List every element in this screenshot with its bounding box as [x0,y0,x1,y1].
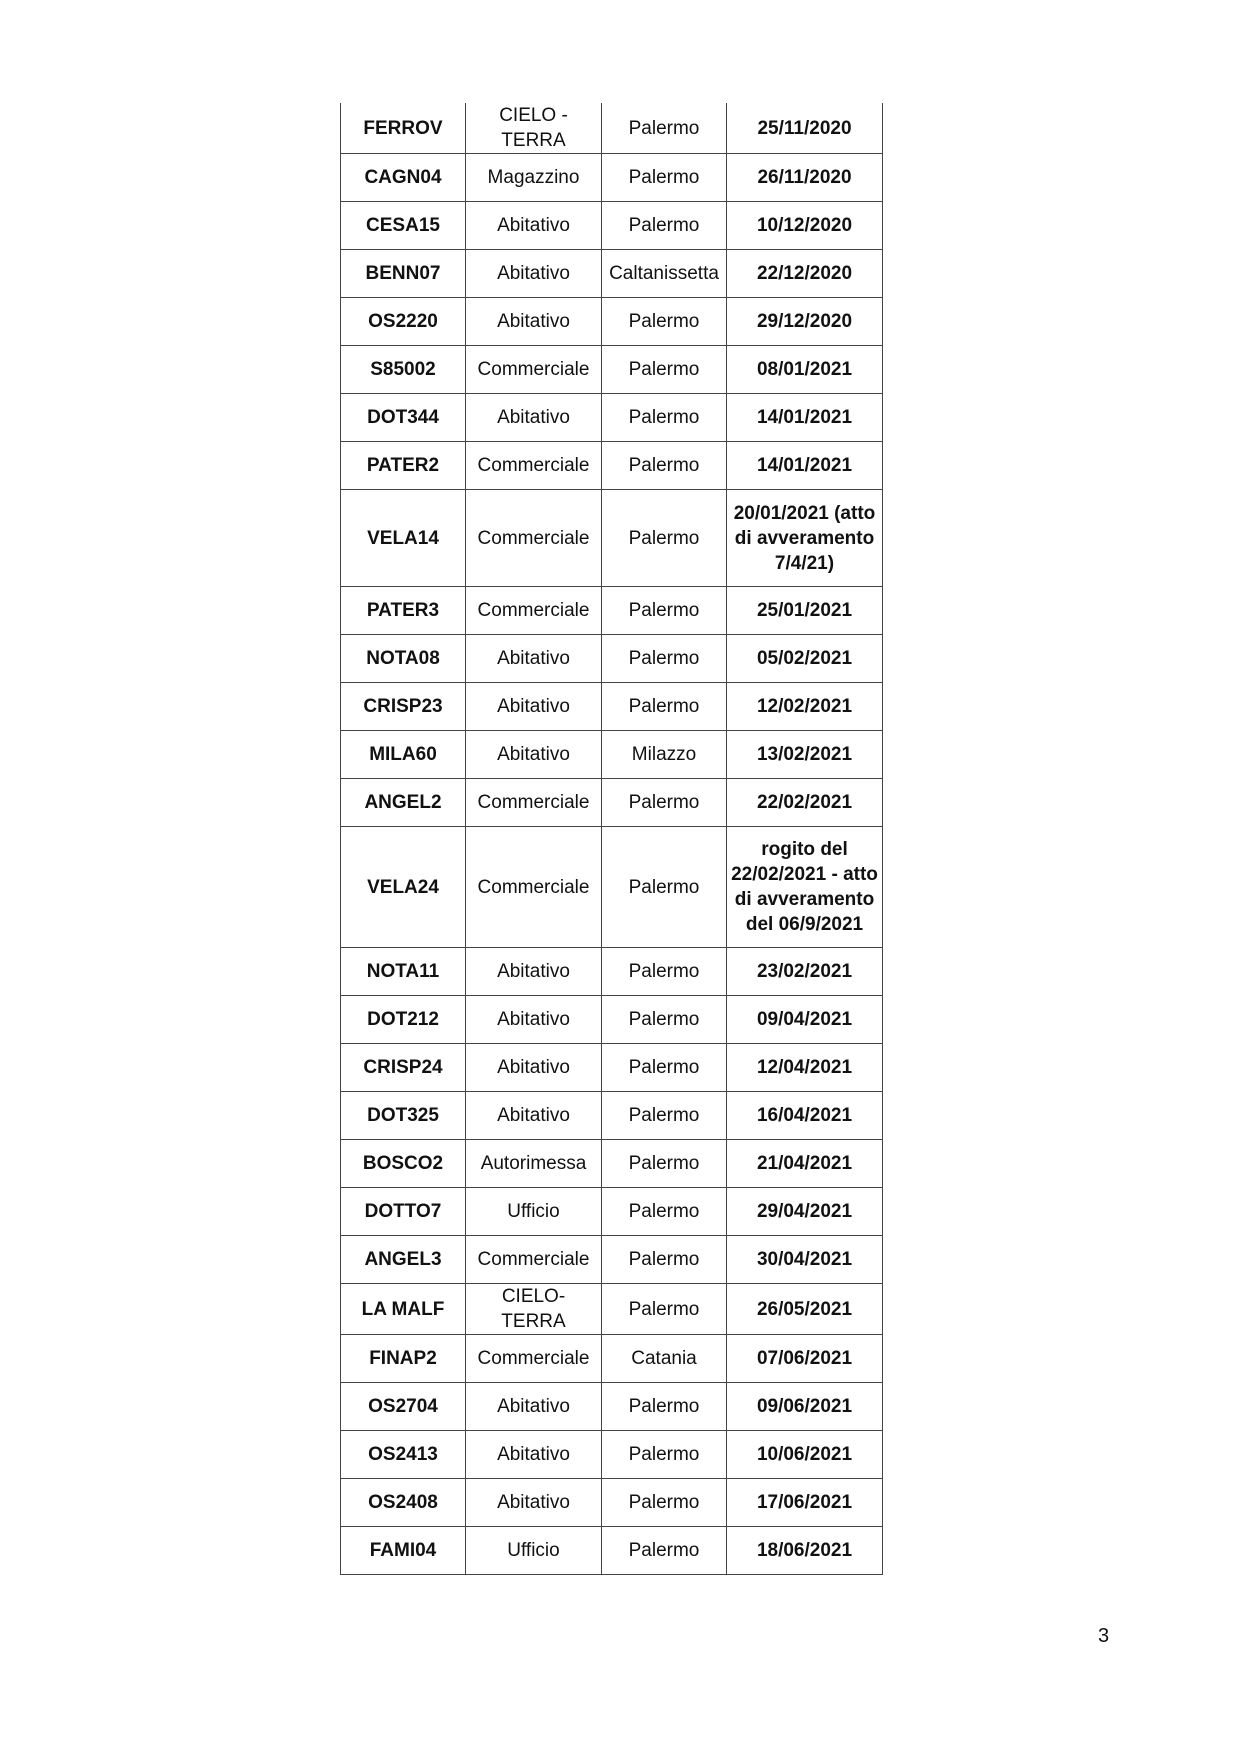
type-cell: Abitativo [466,948,602,996]
date-cell: 17/06/2021 [727,1479,883,1527]
type-cell: Abitativo [466,394,602,442]
city-cell: Palermo [602,103,727,154]
table-row [341,1527,883,1575]
date-cell: 12/04/2021 [727,1044,883,1092]
city-cell: Palermo [602,948,727,996]
date-cell: 22/12/2020 [727,250,883,298]
date-cell: 26/05/2021 [727,1284,883,1335]
type-cell: Abitativo [466,298,602,346]
code-cell: NOTA08 [341,635,466,683]
table-row [341,1188,883,1236]
table-row [341,1431,883,1479]
city-cell: Caltanissetta [602,250,727,298]
table-row [341,154,883,202]
code-cell: FERROV [341,103,466,154]
table-row [341,202,883,250]
city-cell: Palermo [602,1479,727,1527]
table-row [341,779,883,827]
code-cell: OS2408 [341,1479,466,1527]
date-cell: 22/02/2021 [727,779,883,827]
date-cell: 07/06/2021 [727,1335,883,1383]
type-cell: Abitativo [466,731,602,779]
city-cell: Palermo [602,827,727,948]
city-cell: Palermo [602,1236,727,1284]
date-cell: 09/04/2021 [727,996,883,1044]
date-cell: 21/04/2021 [727,1140,883,1188]
city-cell: Palermo [602,1383,727,1431]
code-cell: CRISP24 [341,1044,466,1092]
table-row [341,731,883,779]
code-cell: ANGEL2 [341,779,466,827]
table-row [341,1236,883,1284]
code-cell: FAMI04 [341,1527,466,1575]
table-row [341,948,883,996]
date-cell: rogito del 22/02/2021 - atto di avveramento del 06/9/2021 [727,827,883,948]
code-cell: PATER3 [341,587,466,635]
code-cell: FINAP2 [341,1335,466,1383]
city-cell: Palermo [602,683,727,731]
table-row [341,298,883,346]
table-row [341,1140,883,1188]
type-cell: Commerciale [466,827,602,948]
date-cell: 14/01/2021 [727,442,883,490]
table-row [341,1383,883,1431]
date-cell: 18/06/2021 [727,1527,883,1575]
date-cell: 23/02/2021 [727,948,883,996]
city-cell: Palermo [602,1092,727,1140]
city-cell: Palermo [602,1188,727,1236]
type-cell: Ufficio [466,1188,602,1236]
type-cell: Abitativo [466,1044,602,1092]
date-cell: 25/11/2020 [727,103,883,154]
type-cell: Commerciale [466,490,602,587]
type-cell: Commerciale [466,587,602,635]
date-cell: 14/01/2021 [727,394,883,442]
type-cell: Commerciale [466,779,602,827]
date-cell: 05/02/2021 [727,635,883,683]
table-row [341,250,883,298]
city-cell: Palermo [602,1140,727,1188]
city-cell: Palermo [602,442,727,490]
type-cell: Commerciale [466,1236,602,1284]
code-cell: OS2413 [341,1431,466,1479]
code-cell: BENN07 [341,250,466,298]
page-number: 3 [1098,1625,1110,1647]
city-cell: Palermo [602,587,727,635]
city-cell: Palermo [602,346,727,394]
table-row [341,587,883,635]
date-cell: 25/01/2021 [727,587,883,635]
table-row [341,1044,883,1092]
date-cell: 16/04/2021 [727,1092,883,1140]
type-cell: CIELO - TERRA [466,103,602,154]
city-cell: Palermo [602,202,727,250]
code-cell: DOT212 [341,996,466,1044]
city-cell: Palermo [602,1527,727,1575]
code-cell: DOT325 [341,1092,466,1140]
code-cell: VELA24 [341,827,466,948]
table-row [341,827,883,948]
code-cell: OS2704 [341,1383,466,1431]
code-cell: MILA60 [341,731,466,779]
date-cell: 09/06/2021 [727,1383,883,1431]
type-cell: Abitativo [466,1479,602,1527]
table-row [341,1335,883,1383]
city-cell: Palermo [602,490,727,587]
table-row [341,346,883,394]
type-cell: Commerciale [466,346,602,394]
city-cell: Palermo [602,996,727,1044]
type-cell: Ufficio [466,1527,602,1575]
type-cell: Abitativo [466,202,602,250]
code-cell: BOSCO2 [341,1140,466,1188]
date-cell: 10/12/2020 [727,202,883,250]
property-table [340,103,883,1575]
code-cell: S85002 [341,346,466,394]
table-row [341,103,883,154]
type-cell: Commerciale [466,442,602,490]
code-cell: DOTTO7 [341,1188,466,1236]
city-cell: Palermo [602,635,727,683]
table-row [341,1479,883,1527]
code-cell: VELA14 [341,490,466,587]
table-body [341,103,883,1575]
code-cell: CESA15 [341,202,466,250]
date-cell: 12/02/2021 [727,683,883,731]
city-cell: Milazzo [602,731,727,779]
code-cell: LA MALF [341,1284,466,1335]
date-cell: 29/04/2021 [727,1188,883,1236]
table-row [341,490,883,587]
table-row [341,442,883,490]
type-cell: Commerciale [466,1335,602,1383]
city-cell: Palermo [602,154,727,202]
type-cell: Autorimessa [466,1140,602,1188]
code-cell: OS2220 [341,298,466,346]
date-cell: 13/02/2021 [727,731,883,779]
table-row [341,635,883,683]
code-cell: CRISP23 [341,683,466,731]
type-cell: Abitativo [466,683,602,731]
city-cell: Palermo [602,1431,727,1479]
code-cell: CAGN04 [341,154,466,202]
city-cell: Palermo [602,1044,727,1092]
type-cell: Abitativo [466,1383,602,1431]
city-cell: Palermo [602,779,727,827]
date-cell: 30/04/2021 [727,1236,883,1284]
table-row [341,996,883,1044]
city-cell: Palermo [602,298,727,346]
table-row [341,1284,883,1335]
type-cell: Abitativo [466,1092,602,1140]
city-cell: Palermo [602,1284,727,1335]
date-cell: 26/11/2020 [727,154,883,202]
table-row [341,683,883,731]
table-row [341,394,883,442]
code-cell: PATER2 [341,442,466,490]
date-cell: 10/06/2021 [727,1431,883,1479]
type-cell: Magazzino [466,154,602,202]
type-cell: CIELO-TERRA [466,1284,602,1335]
type-cell: Abitativo [466,250,602,298]
city-cell: Catania [602,1335,727,1383]
type-cell: Abitativo [466,1431,602,1479]
date-cell: 20/01/2021 (atto di avveramento 7/4/21) [727,490,883,587]
type-cell: Abitativo [466,996,602,1044]
city-cell: Palermo [602,394,727,442]
date-cell: 29/12/2020 [727,298,883,346]
table-row [341,1092,883,1140]
code-cell: NOTA11 [341,948,466,996]
code-cell: ANGEL3 [341,1236,466,1284]
date-cell: 08/01/2021 [727,346,883,394]
code-cell: DOT344 [341,394,466,442]
type-cell: Abitativo [466,635,602,683]
